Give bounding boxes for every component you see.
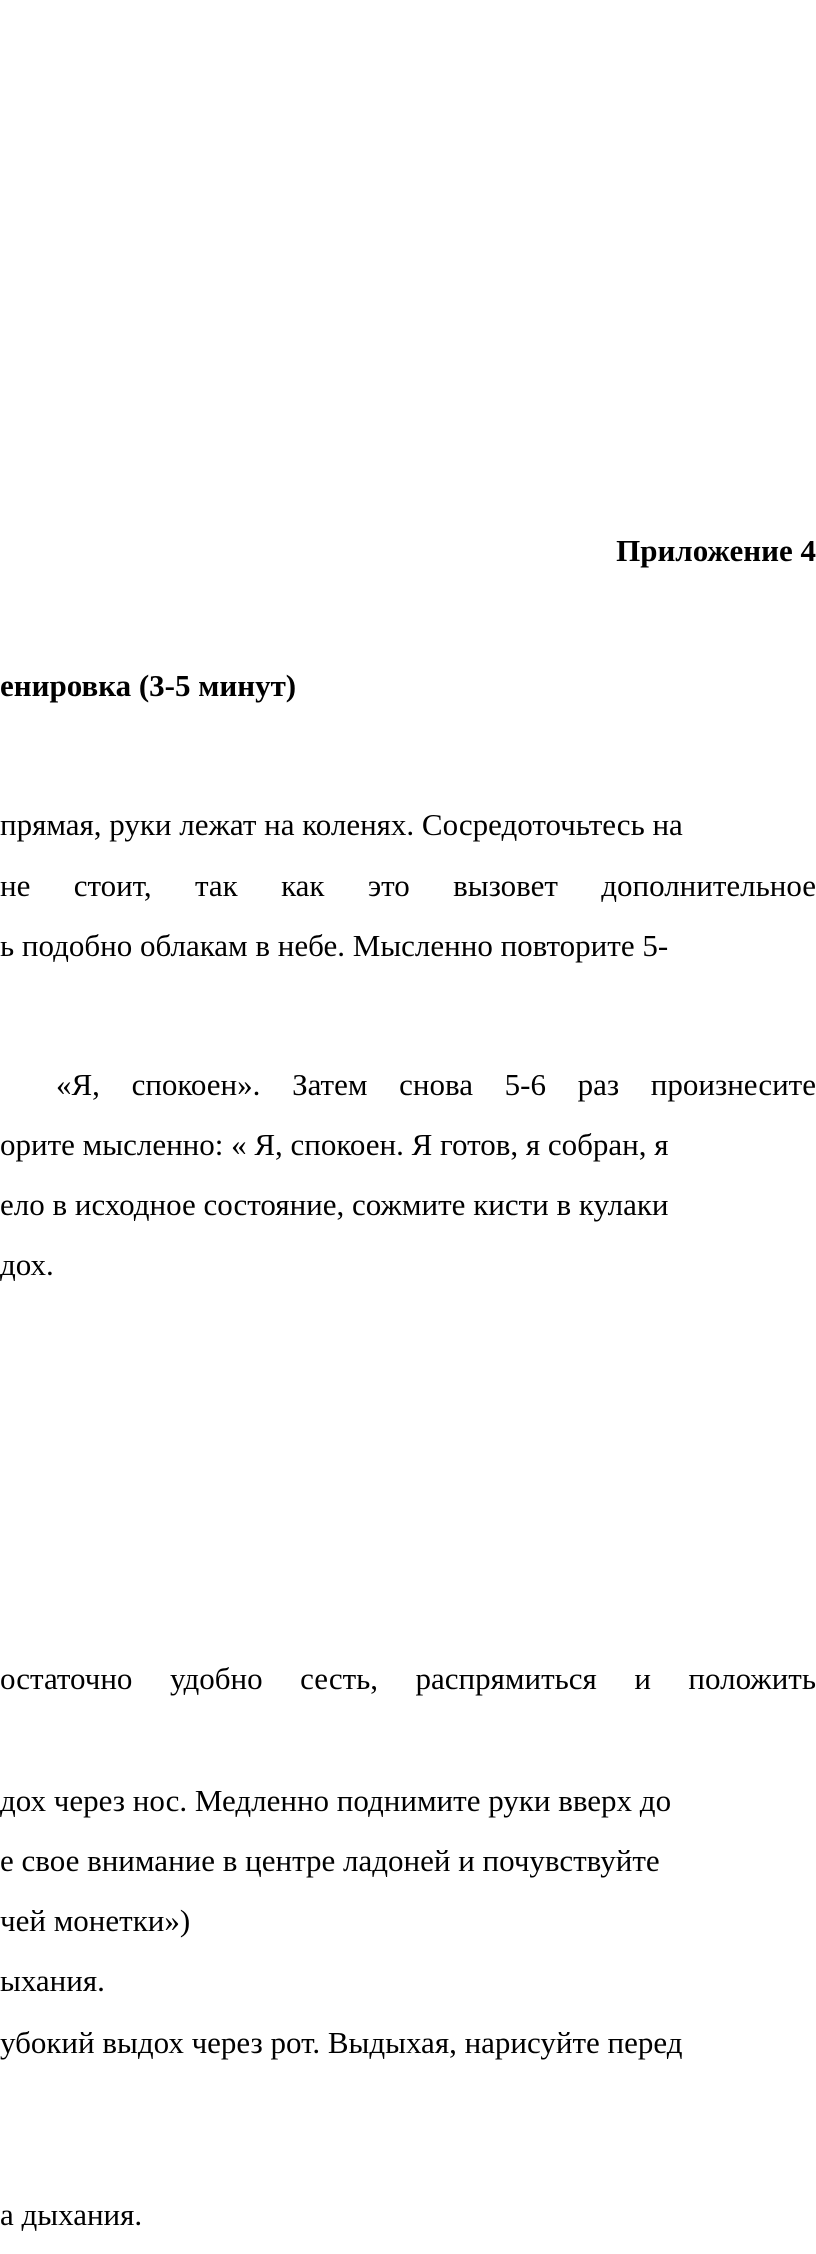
paragraph-line: не стоит, так как это вызовет дополнительное <box>0 868 816 903</box>
appendix-label: Приложение 4 <box>616 533 816 568</box>
paragraph-line: убокий выдох через рот. Выдыхая, нарисуйте перед <box>0 2025 683 2060</box>
paragraph-line: е свое внимание в центре ладоней и почувствуйте <box>0 1843 660 1878</box>
paragraph-line: а дыхания. <box>0 2197 143 2232</box>
section-heading: енировка (3-5 минут) <box>0 668 297 703</box>
paragraph-line: дох через нос. Медленно поднимите руки вверх до <box>0 1783 672 1818</box>
paragraph-line: прямая, руки лежат на коленях. Сосредоточьтесь на <box>0 807 683 842</box>
paragraph-line: «Я, спокоен». Затем снова 5-6 раз произнесите <box>56 1067 816 1102</box>
paragraph-line: ыхания. <box>0 1963 105 1998</box>
paragraph-line: орите мысленно: « Я, спокоен. Я готов, я собран, я <box>0 1127 669 1162</box>
paragraph-line: ь подобно облакам в небе. Мысленно повторите 5- <box>0 928 669 963</box>
paragraph-line: дох. <box>0 1247 54 1282</box>
paragraph-line: ело в исходное состояние, сожмите кисти в кулаки <box>0 1187 669 1222</box>
paragraph-line: чей монетки») <box>0 1903 191 1938</box>
paragraph-line: остаточно удобно сесть, распрямиться и положить <box>0 1661 816 1696</box>
